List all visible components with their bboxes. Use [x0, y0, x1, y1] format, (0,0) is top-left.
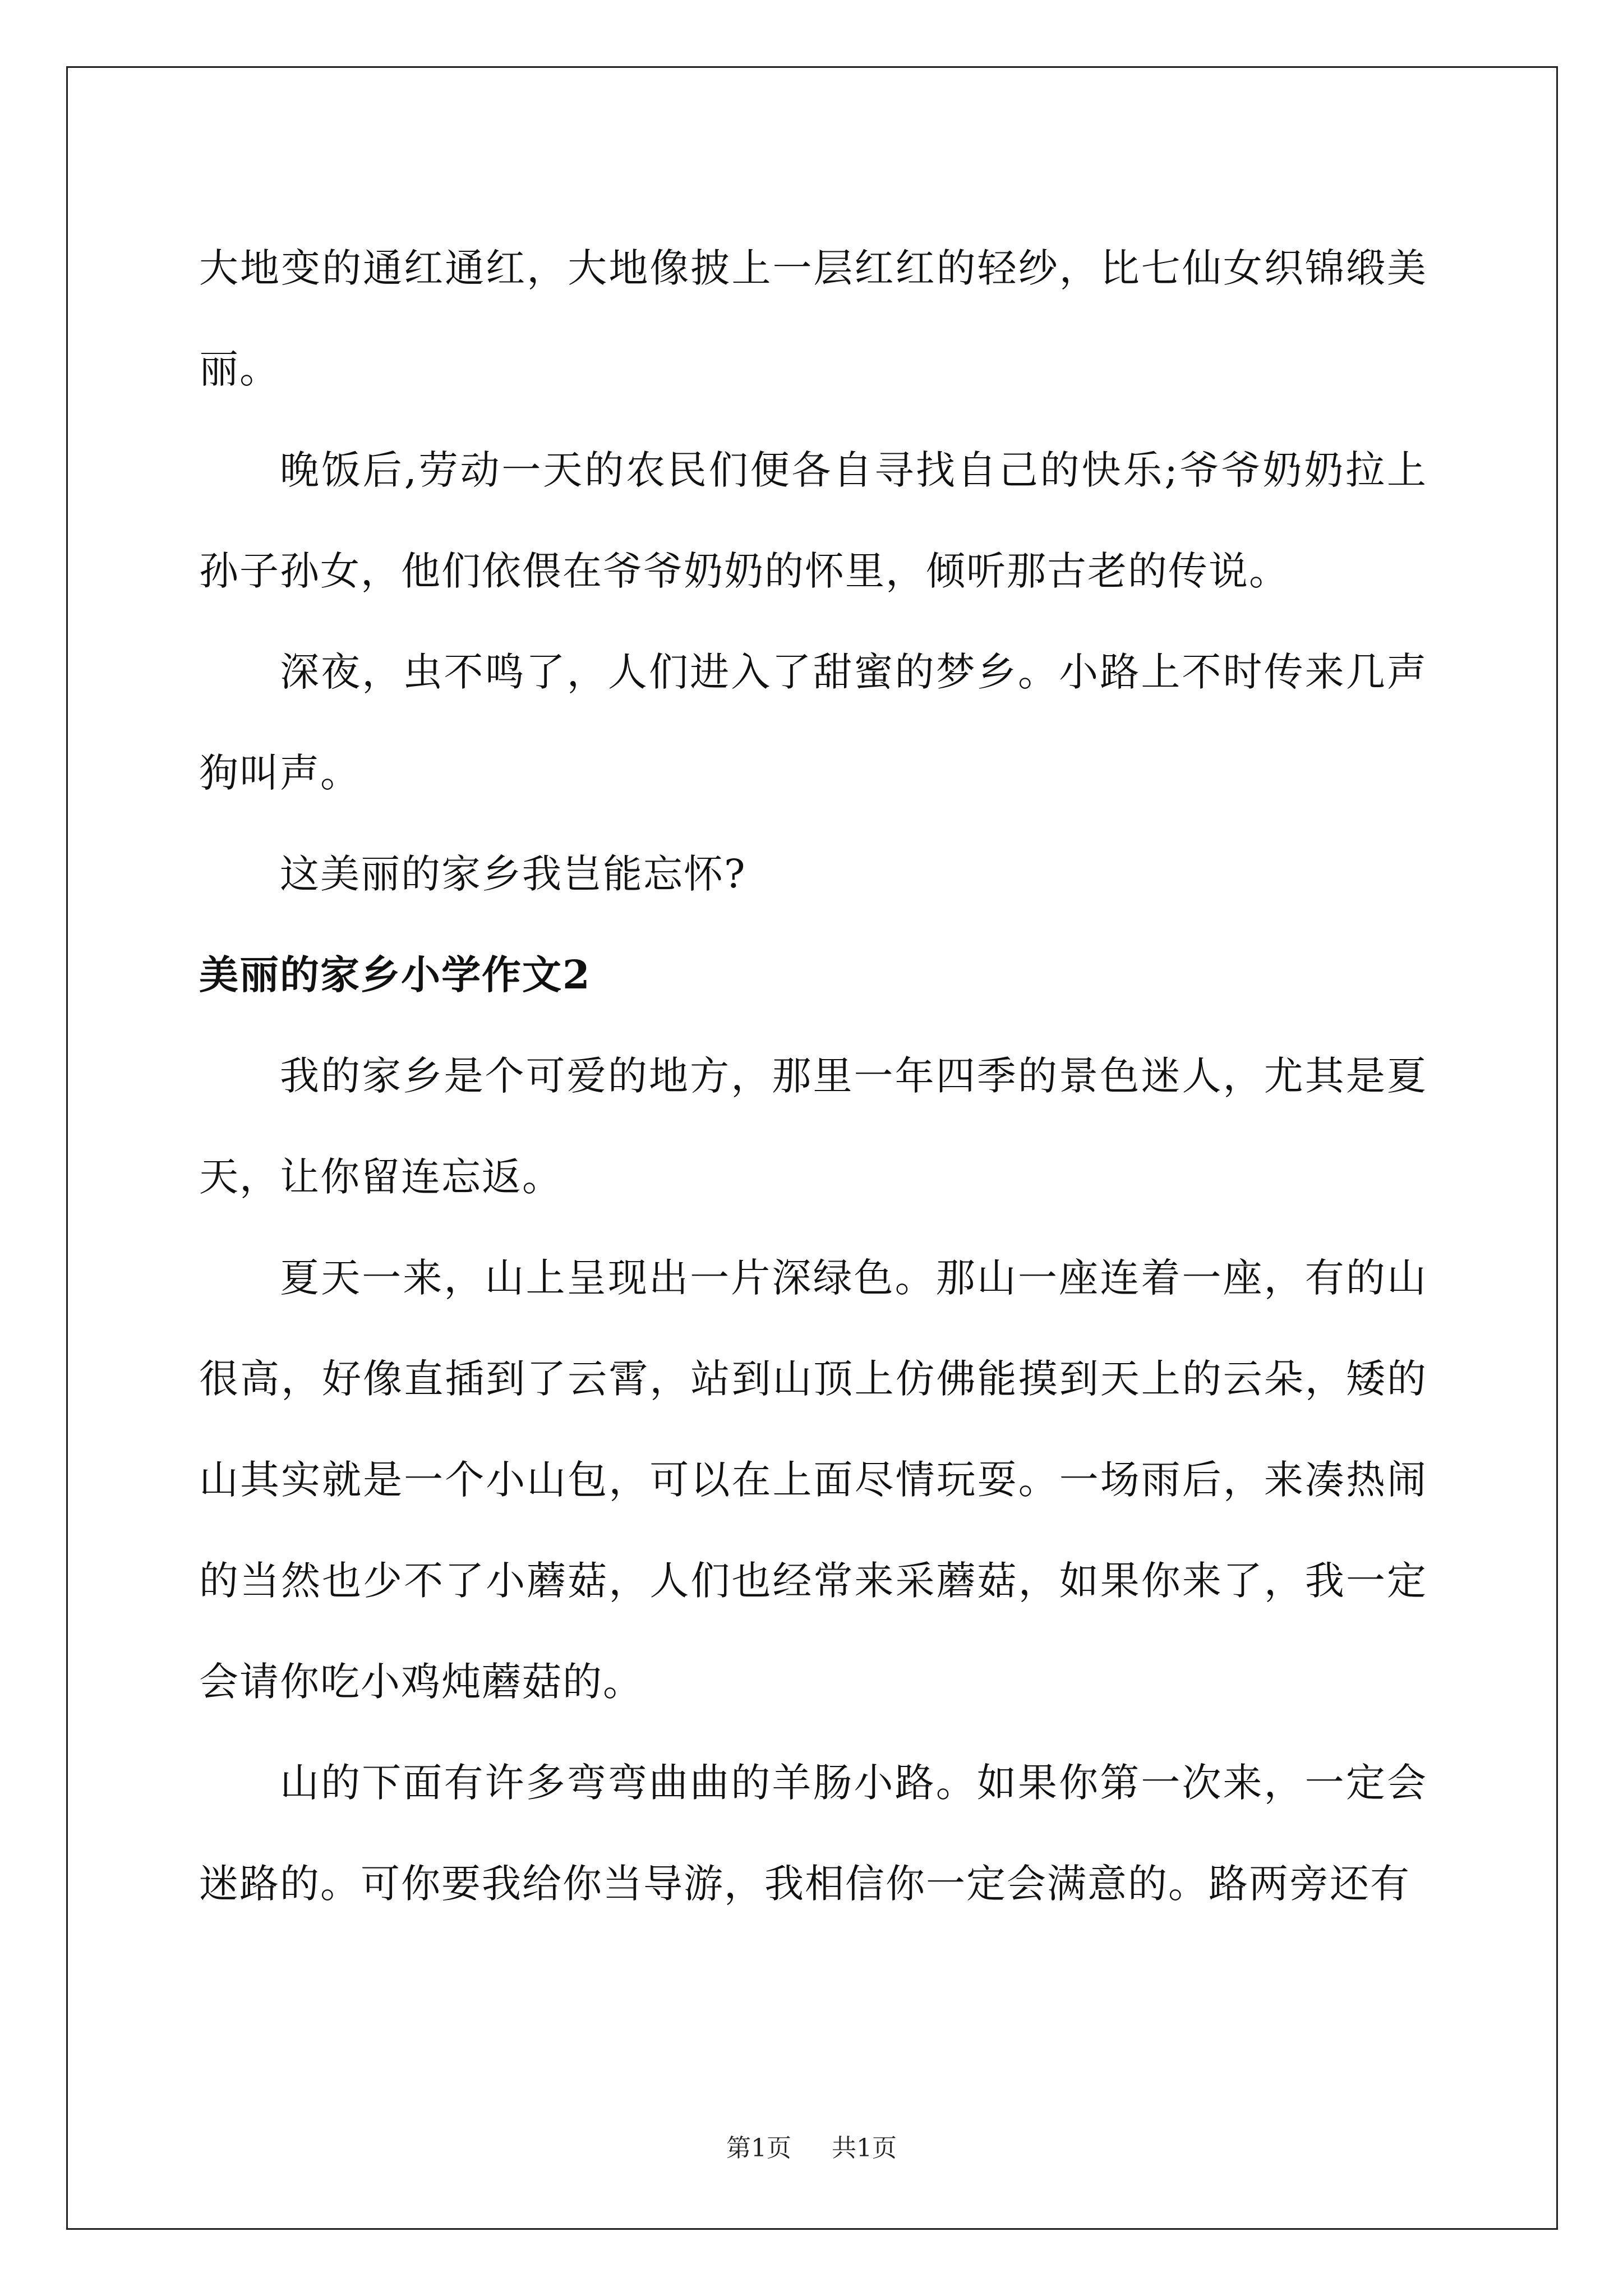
paragraph-7: 山的下面有许多弯弯曲曲的羊肠小路。如果你第一次来，一定会迷路的。可你要我给你当导游，我相信你一定会满意的。路两旁还有 — [199, 1760, 1427, 1907]
page-footer — [0, 2132, 1623, 2165]
page-number-total: 共1页 — [832, 2134, 897, 2162]
paragraph-5: 我的家乡是个可爱的地方，那里一年四季的景色迷人，尤其是夏天，让你留连忘返。 — [199, 1053, 1427, 1200]
paragraph-3: 深夜，虫不鸣了，人们进入了甜蜜的梦乡。小路上不时传来几声狗叫声。 — [199, 649, 1427, 796]
section-heading: 美丽的家乡小学作文2 — [199, 951, 591, 998]
paragraph-1: 大地变的通红通红，大地像披上一层红红的轻纱，比七仙女织锦缎美丽。 — [199, 245, 1427, 392]
paragraph-2: 晚饭后,劳动一天的农民们便各自寻找自己的快乐;爷爷奶奶拉上孙子孙女，他们依偎在爷爷奶奶的怀里，倾听那古老的传说。 — [199, 447, 1427, 594]
page-number-current: 第1页 — [726, 2134, 791, 2162]
paragraph-4: 这美丽的家乡我岂能忘怀? — [280, 851, 746, 897]
paragraph-6: 夏天一来，山上呈现出一片深绿色。那山一座连着一座，有的山很高，好像直插到了云霄，站到山顶上仿佛能摸到天上的云朵，矮的山其实就是一个小山包，可以在上面尽情玩耍。一场雨后，来凑热闹的当然也少不了小蘑菇，人们也经常来采蘑菇，如果你来了，我一定会请你吃小鸡炖蘑菇的。 — [199, 1255, 1427, 1705]
document-body — [199, 218, 1427, 1934]
